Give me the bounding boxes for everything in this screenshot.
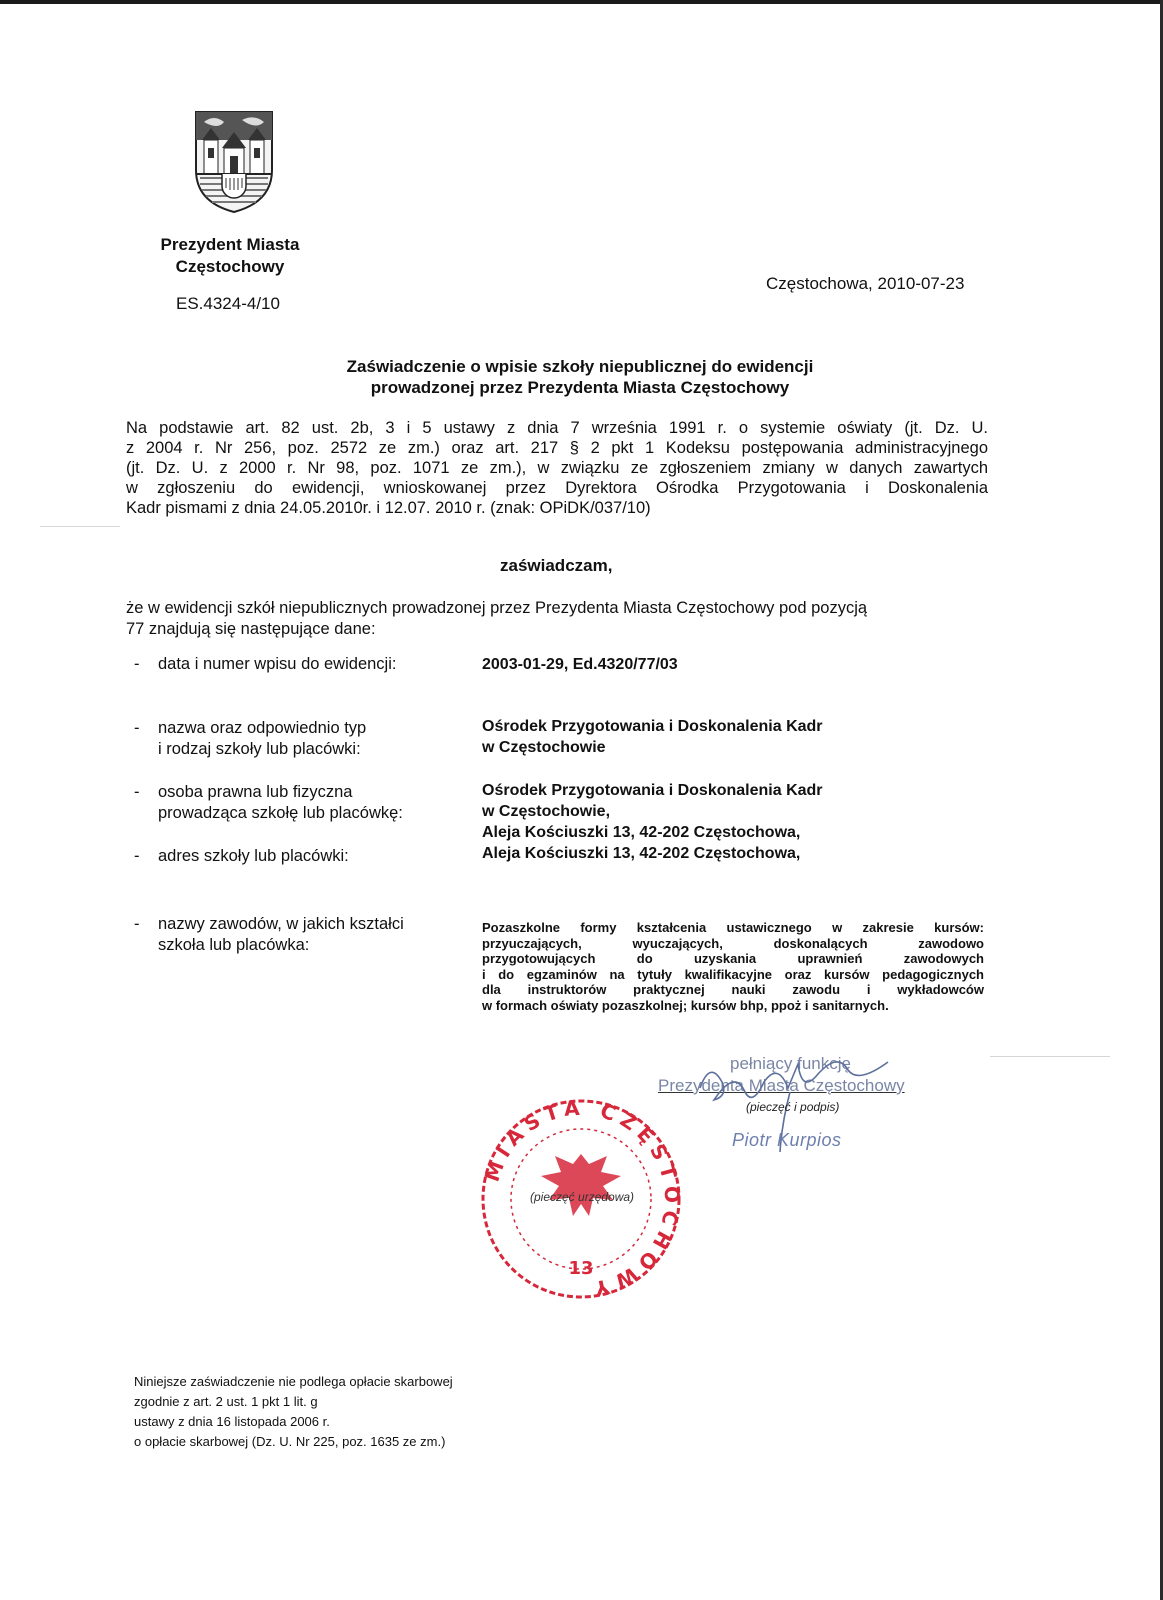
profession-line: dla instruktorów praktycznej nauki zawodu i wykładowców (482, 982, 984, 997)
entry-value-line: Ośrodek Przygotowania i Doskonalenia Kadr (482, 782, 823, 799)
coat-of-arms-icon (194, 110, 274, 214)
issuer-block (120, 234, 340, 278)
entry-professions-label (134, 914, 404, 956)
list-dash: - (134, 847, 140, 865)
entry-label-line: osoba prawna lub fizyczna (158, 783, 353, 801)
stamp-number: 13 (568, 1258, 594, 1279)
list-dash: - (134, 915, 140, 933)
footer-line-4: o opłacie skarbowej (Dz. U. Nr 225, poz. 1635 ze zm.) (134, 1434, 446, 1449)
entry-value-line: Aleja Kościuszki 13, 42-202 Częstochowa, (482, 824, 801, 841)
footer-line-3: ustawy z dnia 16 listopada 2006 r. (134, 1414, 330, 1429)
scan-artifact-line (40, 526, 120, 527)
entry-name-value (482, 716, 823, 758)
profession-line: przygotowujących do uzyskania uprawnień zawodowych (482, 951, 984, 966)
stamp-caption: (pieczęć urzędowa) (530, 1190, 635, 1204)
intro-line-5: Kadr pismami z dnia 24.05.2010r. i 12.07. 2010 r. (znak: OPiDK/037/10) (126, 499, 651, 517)
reference-number: ES.4324-4/10 (176, 294, 280, 313)
list-dash: - (134, 719, 140, 737)
title-line-1: Zaświadczenie o wpisie szkoły niepublicznej do ewidencji (346, 357, 814, 376)
entry-address-label (134, 846, 349, 867)
entry-registration-value (482, 654, 678, 675)
entry-operator-value (482, 780, 823, 843)
profession-line: przyuczających, wyuczających, doskonalących zawodowo (482, 935, 984, 951)
footer-line-2: zgodnie z art. 2 ust. 1 pkt 1 lit. g (134, 1394, 318, 1409)
entry-value-line: w Częstochowie, (482, 803, 611, 820)
statement-paragraph (126, 598, 988, 640)
statement-line-1: że w ewidencji szkół niepublicznych prowadzonej przez Prezydenta Miasta Częstochowy pod pozycją (126, 599, 868, 617)
signatory-office: Prezydenta Miasta Częstochowy (658, 1076, 905, 1095)
entry-label-line: prowadząca szkołę lub placówkę: (158, 804, 403, 822)
stamp-ring-text: MIASTA CZĘSTOCHOWY (479, 1095, 685, 1302)
profession-line: i do egzaminów na tytuły kwalifikacyjne oraz kursów pedagogicznych (482, 966, 984, 982)
title-line-2: prowadzonej przez Prezydenta Miasta Częstochowy (370, 378, 790, 397)
entry-value-line: Ośrodek Przygotowania i Doskonalenia Kadr (482, 718, 823, 735)
scan-top-border (0, 0, 1163, 4)
certify-heading: zaświadczam, (500, 556, 613, 575)
legal-basis-paragraph (126, 418, 988, 518)
entry-label-line: nazwy zawodów, w jakich kształci (158, 915, 404, 933)
intro-line-2: z 2004 r. Nr 256, poz. 2572 ze zm.) oraz art. 217 § 2 pkt 1 Kodeksu postępowania administracyjnego (126, 439, 988, 457)
entry-label-line: szkoła lub placówka: (158, 936, 310, 954)
signatory-name: Piotr Kurpios (732, 1130, 842, 1150)
entry-label-line: i rodzaj szkoły lub placówki: (158, 740, 361, 758)
scan-artifact-line (990, 1056, 1110, 1057)
entry-registration-label (134, 654, 396, 675)
intro-line-4: w zgłoszeniu do ewidencji, wnioskowanej przez Dyrektora Ośrodka Przygotowania i Doskonalenia (126, 479, 988, 497)
entry-label-line: data i numer wpisu do ewidencji: (158, 655, 397, 673)
place-and-date: Częstochowa, 2010-07-23 (766, 274, 965, 293)
signatory-function: pełniący funkcję (730, 1054, 851, 1073)
entry-address-value (482, 843, 800, 864)
issuer-city: Częstochowy (175, 257, 285, 276)
statement-line-2: 77 znajdują się następujące dane: (126, 620, 376, 638)
intro-line-1: Na podstawie art. 82 ust. 2b, 3 i 5 ustawy z dnia 7 września 1991 r. o systemie oświaty (jt. Dz. U. (126, 419, 988, 437)
entry-value-line: w Częstochowie (482, 739, 606, 756)
entry-operator-label (134, 782, 403, 824)
fee-exemption-note (134, 1372, 453, 1452)
intro-line-3: (jt. Dz. U. z 2000 r. Nr 98, poz. 1071 ze zm.), w związku ze zgłoszeniem zmiany w danych zawartych (126, 459, 988, 477)
footer-line-1: Niniejsze zaświadczenie nie podlega opłacie skarbowej (134, 1374, 453, 1389)
entry-name-label (134, 718, 366, 760)
issuer-title: Prezydent Miasta (160, 235, 300, 254)
profession-line: Pozaszkolne formy kształcenia ustawicznego w zakresie kursów: (482, 920, 984, 935)
entry-value-line: 2003-01-29, Ed.4320/77/03 (482, 656, 678, 673)
entry-value-line: Aleja Kościuszki 13, 42-202 Częstochowa, (482, 845, 801, 862)
signature-caption: (pieczęć i podpis) (746, 1100, 840, 1114)
list-dash: - (134, 655, 140, 673)
entry-label-line: nazwa oraz odpowiednio typ (158, 719, 367, 737)
profession-line: w formach oświaty pozaszkolnej; kursów bhp, ppoż i sanitarnych. (482, 997, 889, 1013)
document-title (230, 356, 930, 398)
list-dash: - (134, 783, 140, 801)
entry-professions-value (482, 920, 984, 1013)
entry-label-line: adres szkoły lub placówki: (158, 847, 349, 865)
